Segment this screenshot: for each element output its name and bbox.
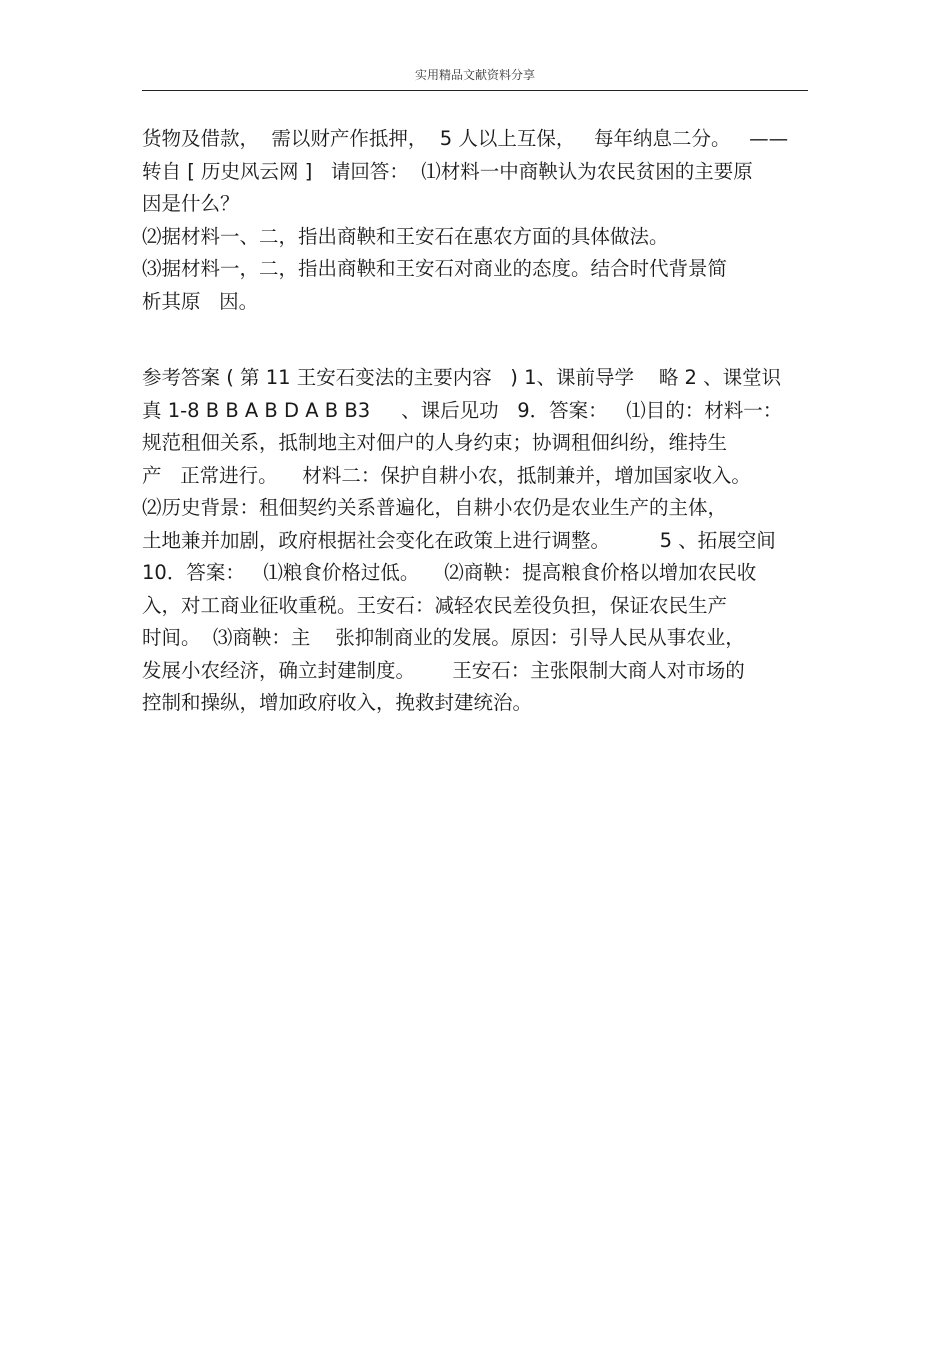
question-line: 因是什么？ xyxy=(142,192,240,215)
header-divider xyxy=(142,90,808,91)
answer-line: 产 正常进行。 材料二：保护自耕小农，抵制兼并，增加国家收入。 xyxy=(142,463,751,487)
question-line: 转自 [ 历史风云网 ] 请回答： ⑴材料一中商鞅认为农民贫困的主要原 xyxy=(142,159,753,183)
answer-line: 10．答案： ⑴粮食价格过低。 ⑵商鞅：提高粮食价格以增加农民收 xyxy=(142,561,757,584)
answer-line: ⑵历史背景：租佃契约关系普遍化，自耕小农仍是农业生产的主体， xyxy=(142,496,728,519)
answer-line: 控制和操纵，增加政府收入，挽救封建统治。 xyxy=(142,691,533,714)
answer-line: 真 1-8 B B A B D A B B3 、课后见功 9．答案： ⑴目的：材料一： xyxy=(142,398,783,422)
answer-line: 时间。 ⑶商鞅：主 张抑制商业的发展。原因：引导人民从事农业， xyxy=(142,626,745,649)
question-line: 析其原 因。 xyxy=(142,289,259,313)
section-gap xyxy=(142,318,812,362)
document-body xyxy=(142,123,812,720)
answer-line: 参考答案 ( 第 11 王安石变法的主要内容 ) 1、课前导学 略 2 、课堂识 xyxy=(142,366,782,389)
answer-line: 规范租佃关系，抵制地主对佃户的人身约束；协调租佃纠纷，维持生 xyxy=(142,431,728,454)
page-header-title: 实用精品文献资料分享 xyxy=(414,68,535,82)
question-line: 货物及借款， 需以财产作抵押， 5 人以上互保， 每年纳息二分。 —— xyxy=(142,127,789,150)
answers-section xyxy=(142,362,812,720)
answer-line: 入，对工商业征收重税。王安石：减轻农民差役负担，保证农民生产 xyxy=(142,593,728,617)
answer-line: 土地兼并加剧，政府根据社会变化在政策上进行调整。 5 、拓展空间 xyxy=(142,528,776,552)
answer-line: 发展小农经济，确立封建制度。 王安石：主张限制大商人对市场的 xyxy=(142,658,745,682)
question-line: ⑵据材料一、二，指出商鞅和王安石在惠农方面的具体做法。 xyxy=(142,224,669,248)
questions-section xyxy=(142,123,812,318)
question-line: ⑶据材料一，二，指出商鞅和王安石对商业的态度。结合时代背景简 xyxy=(142,257,728,280)
